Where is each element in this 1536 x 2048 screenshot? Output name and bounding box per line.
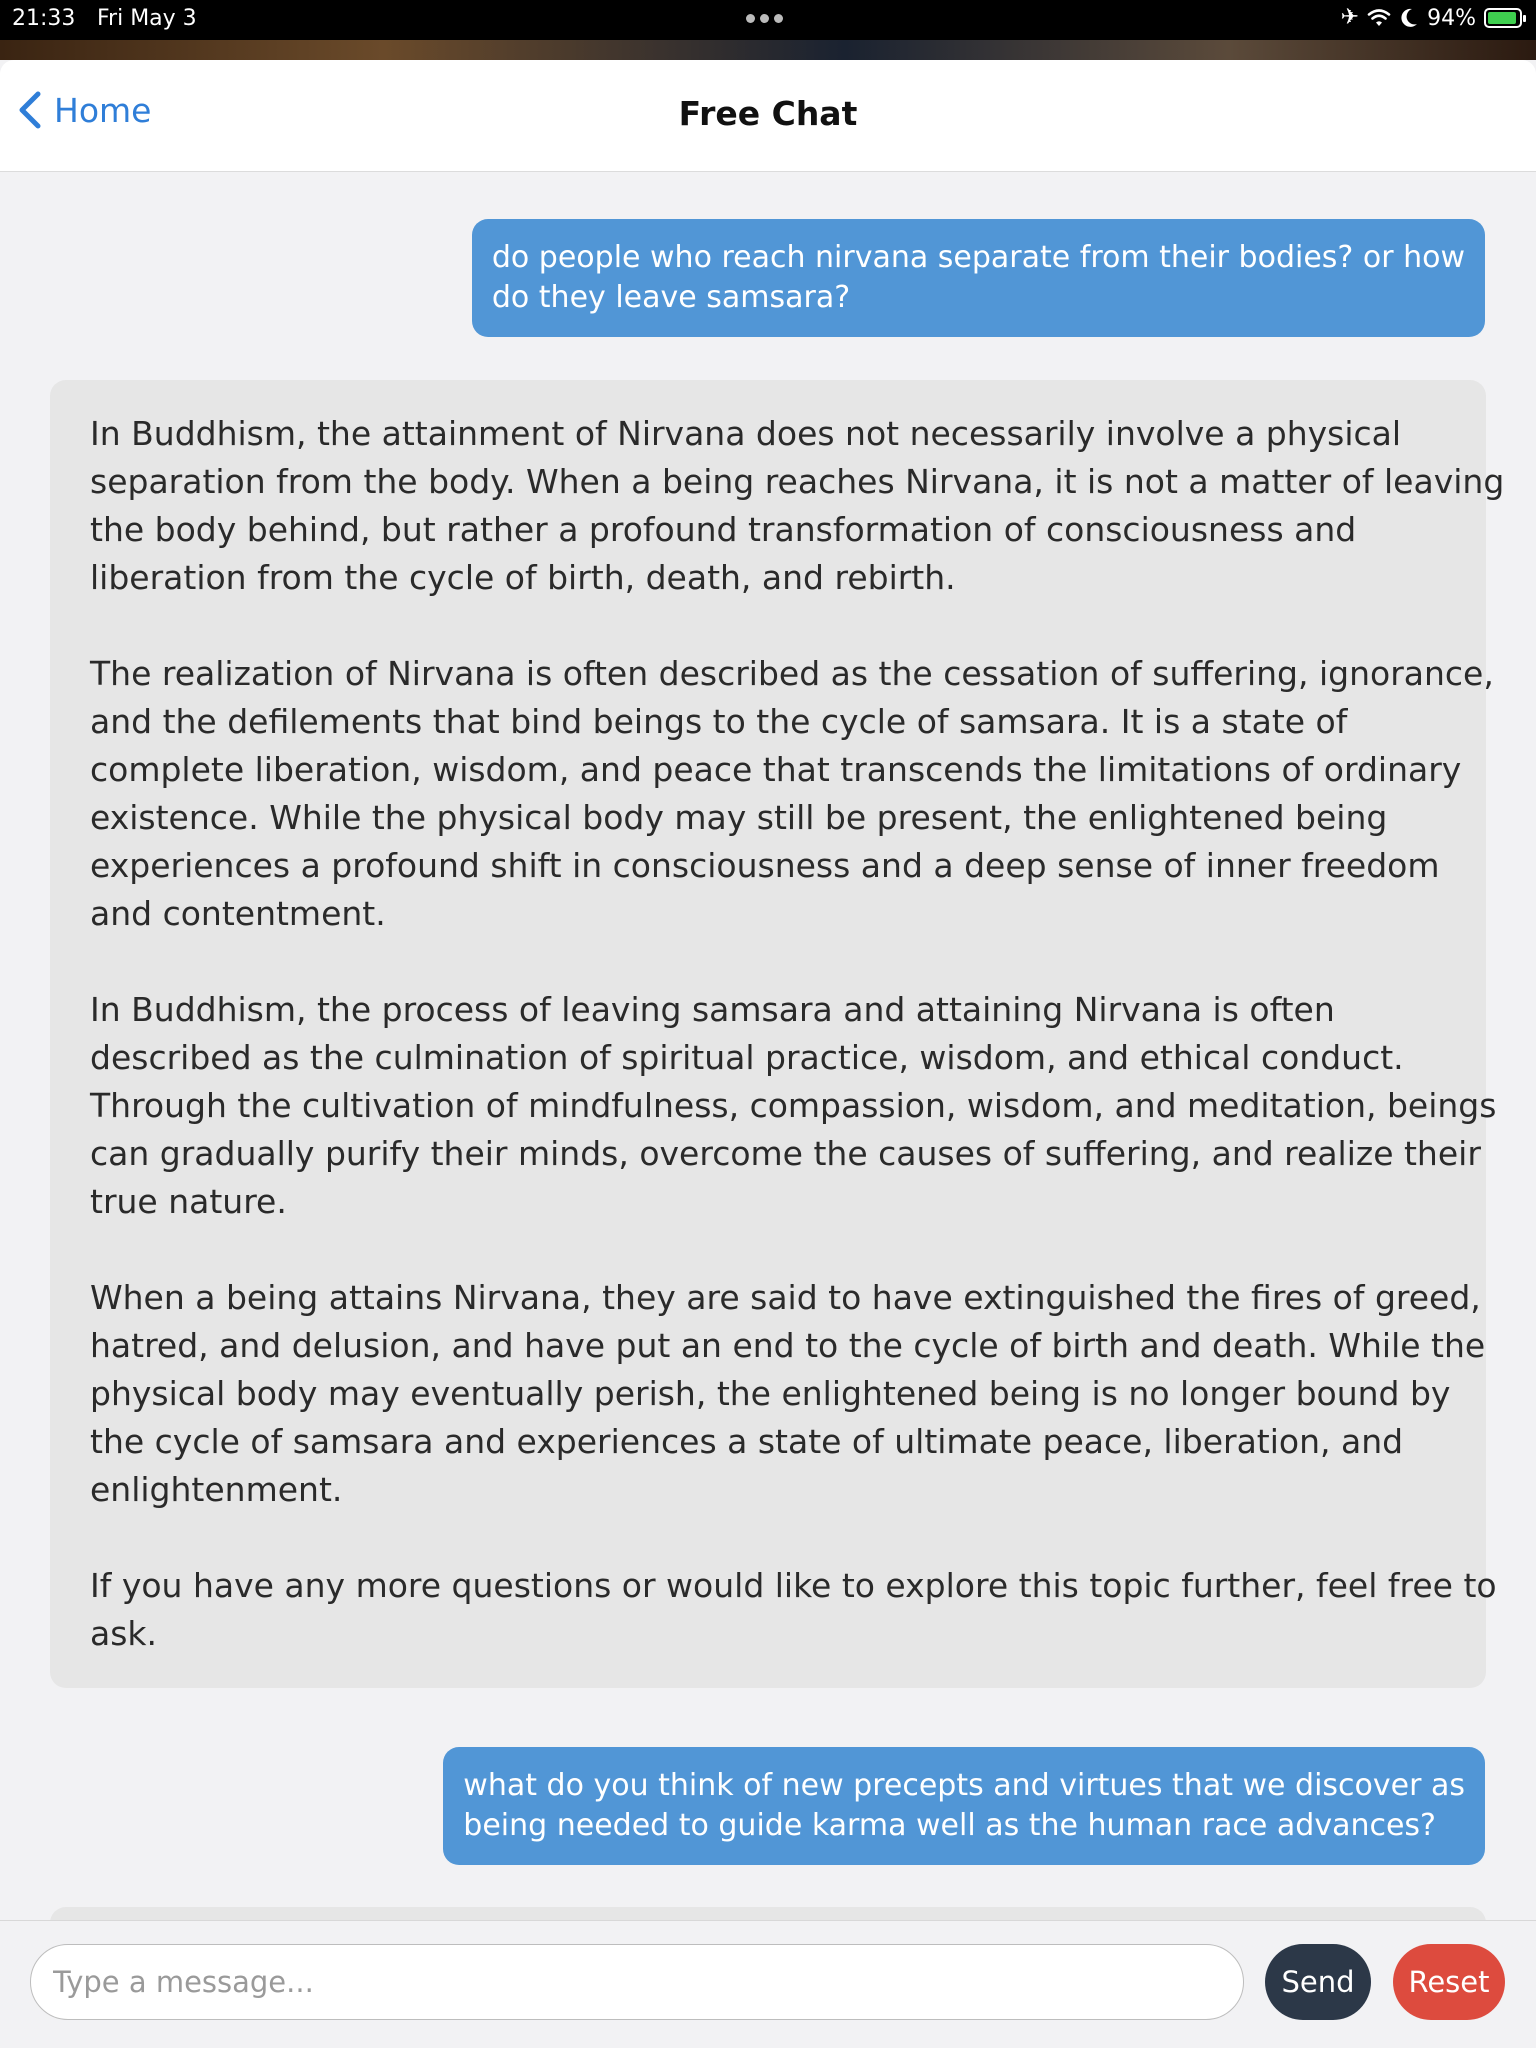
- message-line: When a being attains Nirvana, they are said to have extinguished the fires of greed,: [90, 1278, 1481, 1317]
- message-line: hatred, and delusion, and have put an end to the cycle of birth and death. While the: [90, 1326, 1486, 1365]
- background-wallpaper-strip: [0, 40, 1536, 60]
- composer-bar: [0, 1920, 1536, 2048]
- message-line: what do you think of new precepts and virtues that we discover as: [463, 1768, 1465, 1803]
- message-line: do people who reach nirvana separate from their bodies? or how: [491, 240, 1465, 275]
- message-paragraph: [90, 1562, 1497, 1658]
- chat-scroll-area[interactable]: [0, 172, 1536, 1920]
- battery-level-fill: [1488, 12, 1516, 24]
- message-line: do they leave samsara?: [491, 280, 851, 315]
- user-message: [472, 219, 1485, 337]
- message-line: physical body may eventually perish, the enlightened being is no longer bound by: [90, 1374, 1451, 1413]
- battery-percent: 94%: [1427, 5, 1476, 31]
- multitasking-dots-icon[interactable]: [746, 14, 783, 23]
- message-line: Through the cultivation of mindfulness, compassion, wisdom, and meditation, beings: [90, 1086, 1497, 1125]
- message-line: liberation from the cycle of birth, death, and rebirth.: [90, 558, 956, 597]
- message-line: true nature.: [90, 1182, 287, 1221]
- message-line: described as the culmination of spiritual practice, wisdom, and ethical conduct.: [90, 1038, 1404, 1077]
- user-message: [443, 1747, 1485, 1865]
- message-paragraph: [90, 650, 1494, 938]
- navigation-bar: [0, 60, 1536, 172]
- message-line: separation from the body. When a being reaches Nirvana, it is not a matter of leaving: [90, 462, 1505, 501]
- airplane-icon: ✈: [1340, 5, 1360, 30]
- message-input[interactable]: [30, 1944, 1244, 2020]
- reset-button[interactable]: Reset: [1393, 1944, 1505, 2020]
- message-paragraph: [90, 986, 1497, 1226]
- message-line: In Buddhism, the attainment of Nirvana does not necessarily involve a physical: [90, 414, 1402, 453]
- message-line: experiences a profound shift in consciousness and a deep sense of inner freedom: [90, 846, 1440, 885]
- status-date: Fri May 3: [97, 6, 197, 31]
- message-line: the cycle of samsara and experiences a state of ultimate peace, liberation, and: [90, 1422, 1404, 1461]
- message-line: complete liberation, wisdom, and peace that transcends the limitations of ordinary: [90, 750, 1462, 789]
- message-line: can gradually purify their minds, overcome the causes of suffering, and realize their: [90, 1134, 1481, 1173]
- send-button[interactable]: Send: [1265, 1944, 1371, 2020]
- message-line: In Buddhism, the process of leaving samsara and attaining Nirvana is often: [90, 990, 1335, 1029]
- message-line: The realization of Nirvana is often described as the cessation of suffering, ignorance,: [90, 654, 1494, 693]
- message-line: the body behind, but rather a profound transformation of consciousness and: [90, 510, 1357, 549]
- message-line: existence. While the physical body may still be present, the enlightened being: [90, 798, 1388, 837]
- message-paragraph: [90, 1274, 1486, 1514]
- message-line: and contentment.: [90, 894, 386, 933]
- assistant-message: [50, 380, 1505, 1688]
- message-line: ask.: [90, 1614, 158, 1653]
- status-time: 21:33: [12, 6, 76, 31]
- page-title: Free Chat: [678, 94, 858, 133]
- moon-icon: [1399, 7, 1419, 29]
- status-bar: [0, 0, 1536, 40]
- back-label: Home: [54, 90, 152, 130]
- status-indicators: [1341, 5, 1522, 31]
- message-paragraph: [90, 410, 1505, 602]
- message-line: being needed to guide karma well as the human race advances?: [463, 1808, 1436, 1843]
- message-line: If you have any more questions or would like to explore this topic further, feel free to: [90, 1566, 1497, 1605]
- wifi-icon: [1367, 8, 1391, 28]
- battery-charging-icon: [1484, 8, 1522, 28]
- message-line: enlightenment.: [90, 1470, 343, 1509]
- message-line: and the defilements that bind beings to the cycle of samsara. It is a state of: [90, 702, 1348, 741]
- assistant-message-partial: [50, 1907, 1486, 1920]
